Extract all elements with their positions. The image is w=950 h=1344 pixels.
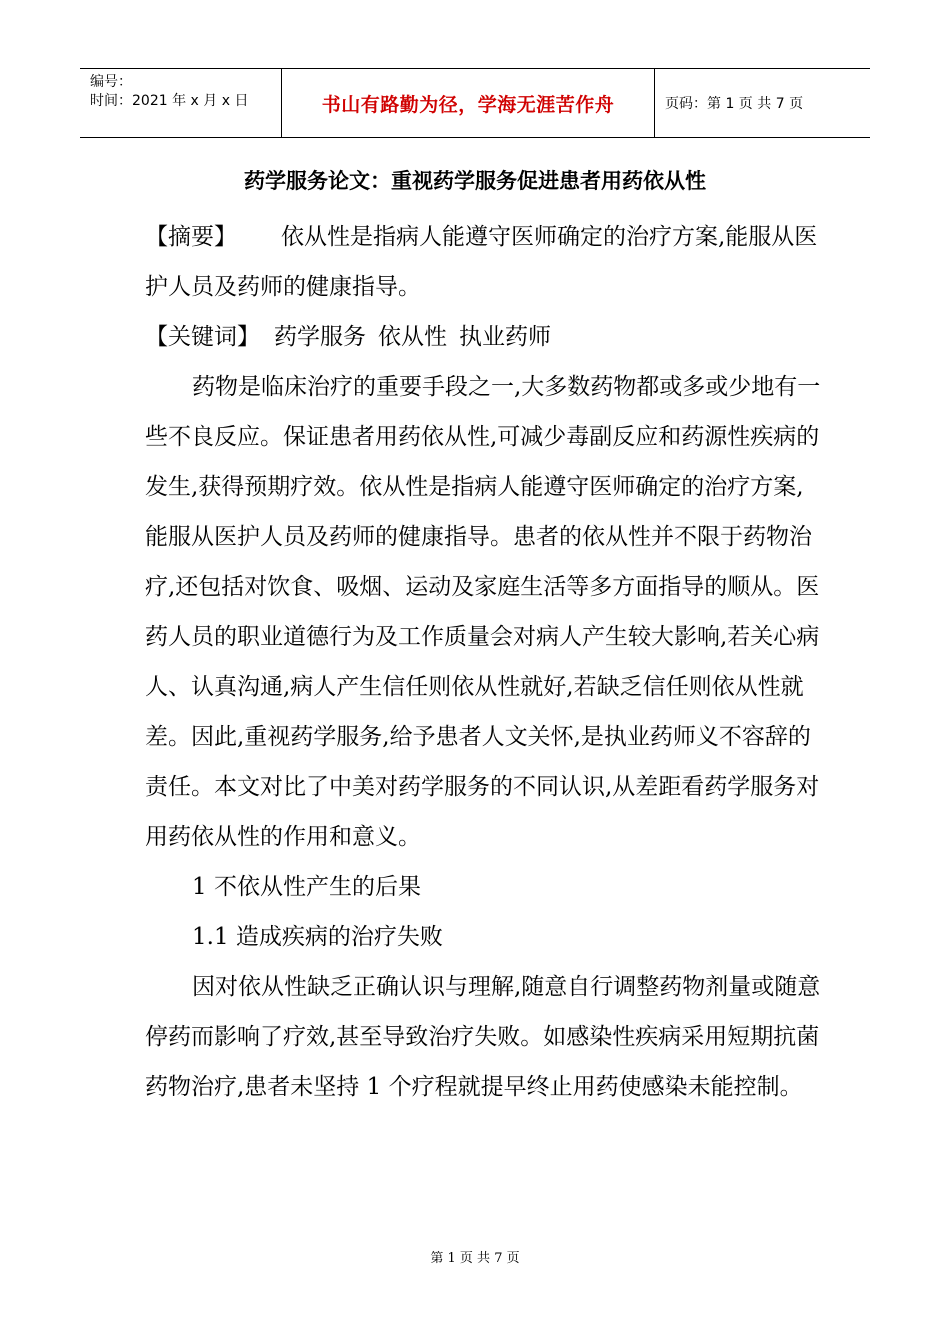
section-1-1-paragraph: 因对依从性缺乏正确认识与理解,随意自行调整药物剂量或随意停药而影响了疗效,甚至导致治疗失败。如感染性疾病采用短期抗菌药物治疗,患者未坚持 1 个疗程就提早终止用药使感染未能控制。 (145, 974, 821, 1100)
header-motto: 书山有路勤为径，学海无涯苦作舟 (282, 69, 655, 137)
intro-paragraph: 药物是临床治疗的重要手段之一,大多数药物都或多或少地有一些不良反应。保证患者用药依从性,可减少毒副反应和药源性疾病的发生,获得预期疗效。依从性是指病人能遵守医师确定的治疗方案,能服从医护人员及药师的健康指导。患者的依从性并不限于药物治疗,还包括对饮食、吸烟、运动及家庭生活等多方面指导的顺从。医药人员的职业道德行为及工作质量会对病人产生较大影响,若关心病人、认真沟通,病人产生信任则依从性就好,若缺乏信任则依从性就差。因此,重视药学服务,给予患者人文关怀,是执业药师义不容辞的责任。本文对比了中美对药学服务的不同认识,从差距看药学服务对用药依从性的作用和意义。 (145, 374, 821, 850)
keywords-label: 【关键词】 (145, 324, 260, 350)
header-meta (80, 69, 282, 137)
section-heading-1-1: 1.1 造成疾病的治疗失败 (192, 924, 443, 950)
keyword-item: 药学服务 (274, 324, 366, 350)
abstract-text: 依从性是指病人能遵守医师确定的治疗方案,能服从医护人员及药师的健康指导。 (145, 224, 818, 300)
header-page-info: 页码：第 1 页 共 7 页 (665, 96, 804, 112)
abstract-label: 【摘要】 (145, 224, 237, 250)
keywords (145, 312, 825, 362)
keyword-item: 依从性 (378, 324, 447, 350)
abstract (145, 212, 825, 312)
section-heading-1: 1 不依从性产生的后果 (192, 874, 421, 900)
document-body (145, 212, 825, 1112)
keyword-item: 执业药师 (459, 324, 551, 350)
time-label: 时间：2021 年 x 月 x 日 (90, 93, 249, 109)
number-label: 编号： (90, 74, 132, 90)
document-title: 药学服务论文：重视药学服务促进患者用药依从性 (244, 169, 706, 193)
page-header (80, 68, 870, 138)
page-footer: 第 1 页 共 7 页 (430, 1251, 520, 1266)
